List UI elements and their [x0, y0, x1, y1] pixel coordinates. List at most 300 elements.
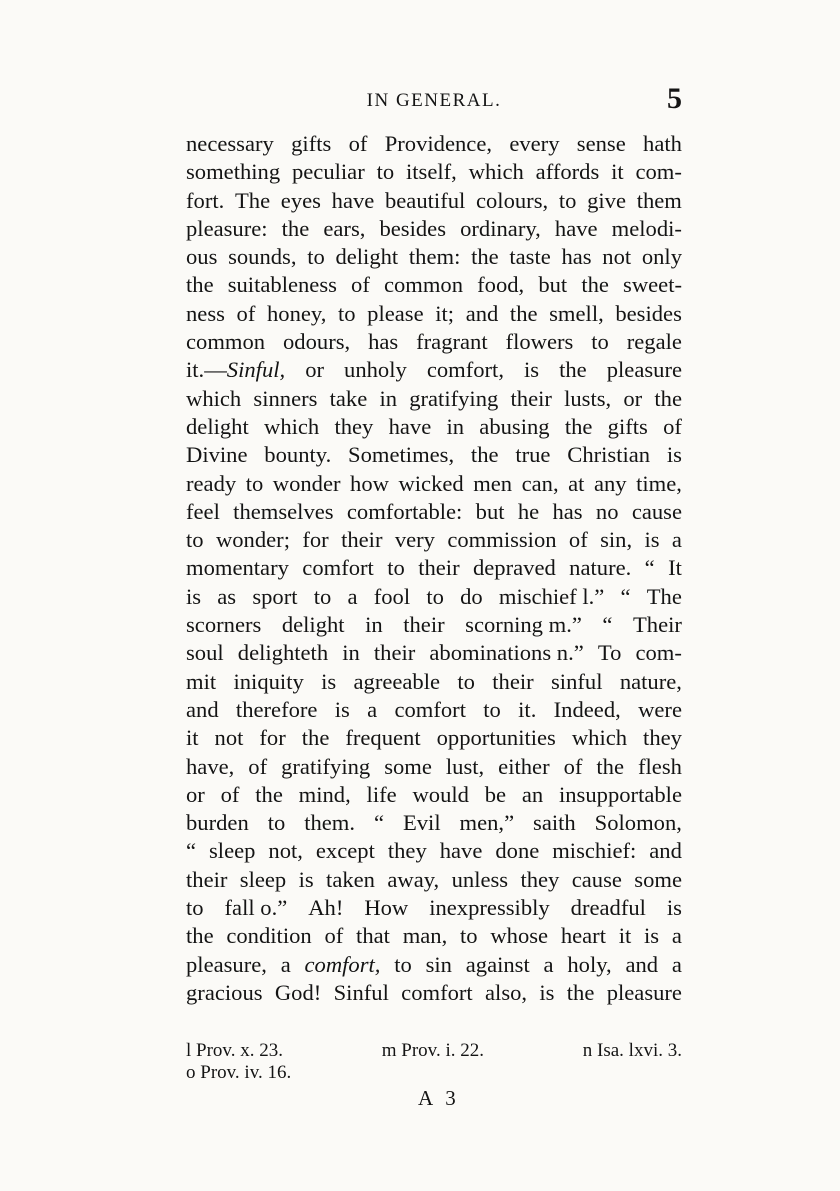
word: flowers: [505, 329, 574, 355]
page-header: [186, 82, 682, 116]
word: heart: [560, 923, 606, 949]
word: colours,: [475, 187, 549, 213]
word: Christian: [567, 442, 651, 468]
word: to: [460, 923, 478, 949]
word: of: [663, 413, 682, 439]
word: of: [348, 131, 368, 156]
word: the: [186, 923, 214, 949]
text-line: [186, 328, 682, 356]
text-line: [186, 668, 682, 696]
word: in: [446, 413, 465, 439]
word: which: [468, 159, 524, 185]
word: abusing: [479, 413, 550, 439]
footnotes: [186, 1040, 682, 1084]
text-line: [186, 922, 682, 950]
word: fort.: [186, 187, 225, 213]
word: sleep: [239, 866, 287, 892]
word: feel: [186, 498, 220, 524]
text-line: [186, 951, 682, 979]
word: against: [465, 951, 530, 977]
word: agreeable: [353, 668, 441, 694]
word: is: [666, 895, 682, 921]
word: to: [483, 696, 501, 722]
word: ous: [186, 244, 218, 270]
word: the: [564, 413, 593, 439]
word: to: [591, 329, 609, 355]
word: to: [337, 300, 356, 326]
word: time,: [636, 470, 682, 496]
footnote-l: l Prov. x. 23.: [186, 1040, 283, 1061]
word: a: [671, 923, 682, 949]
word: them: [636, 187, 682, 213]
word: of: [563, 753, 583, 779]
word: that: [356, 923, 390, 949]
word: their: [492, 668, 534, 694]
word: delight: [281, 612, 345, 638]
word: some: [634, 866, 682, 892]
word: sport: [252, 583, 298, 609]
word: sense: [576, 131, 626, 156]
word: which: [186, 385, 242, 411]
word: the: [301, 725, 330, 751]
text-line: [186, 385, 682, 413]
word: to: [558, 187, 577, 213]
word: has: [368, 329, 399, 355]
text-line: [186, 158, 682, 186]
word: is: [524, 357, 540, 383]
word: “: [373, 810, 384, 836]
word: abominations n.”: [429, 640, 584, 666]
word: It: [668, 555, 682, 581]
footnote-n: n Isa. lxvi. 3.: [582, 1040, 682, 1061]
text-line: [186, 837, 682, 865]
word: take: [329, 385, 368, 411]
word: odours,: [283, 329, 351, 355]
word: taken: [326, 866, 375, 892]
word: depraved: [472, 555, 556, 581]
word: every: [509, 131, 560, 156]
word: a: [671, 527, 682, 553]
text-line: [186, 271, 682, 299]
word: scorning m.”: [465, 612, 582, 638]
word: comfort: [401, 979, 473, 1005]
text-line: [186, 356, 682, 384]
word: scorners: [186, 612, 262, 638]
word: done: [495, 838, 540, 864]
text-line: [186, 639, 682, 667]
word: to: [245, 470, 264, 496]
word: food,: [477, 272, 525, 298]
word: as: [217, 583, 237, 609]
word: have: [554, 215, 598, 241]
word: or: [186, 781, 205, 807]
word: sin: [425, 951, 452, 977]
word: either: [498, 753, 550, 779]
word: com-: [635, 640, 682, 666]
word: saith: [533, 810, 576, 836]
word: beautiful: [384, 187, 466, 213]
word: delighteth: [237, 640, 329, 666]
running-head: IN GENERAL.: [366, 90, 502, 111]
word: frequent: [345, 725, 421, 751]
word: to: [376, 159, 395, 185]
text-line: [186, 300, 682, 328]
word: give: [587, 187, 627, 213]
word: Providence,: [384, 131, 493, 156]
word: no: [595, 498, 619, 524]
text-line: [186, 781, 682, 809]
word: the: [559, 357, 587, 383]
word: is: [186, 583, 202, 609]
word: gratifying: [409, 385, 499, 411]
word: Solomon,: [594, 810, 682, 836]
word: their: [418, 555, 460, 581]
word: to: [186, 895, 204, 921]
word: sleep: [209, 838, 256, 864]
word: at: [568, 470, 585, 496]
word: Indeed,: [553, 696, 621, 722]
word: wonder;: [215, 527, 290, 553]
word: sin,: [600, 527, 633, 553]
word: mit: [186, 668, 217, 694]
word: besides: [379, 215, 446, 241]
word: affords: [535, 159, 600, 185]
text-line: [186, 979, 682, 1007]
word: mischief l.”: [498, 583, 605, 609]
word: and: [186, 696, 219, 722]
word: it: [618, 923, 632, 949]
text-line: [186, 894, 682, 922]
text-line: [186, 413, 682, 441]
footnote-m: m Prov. i. 22.: [381, 1040, 484, 1061]
text-line: [186, 611, 682, 639]
word: a: [671, 951, 682, 977]
body-text: [186, 130, 682, 1007]
word: “: [644, 555, 655, 581]
word: the: [566, 979, 595, 1005]
word: they: [334, 413, 374, 439]
word: ready: [186, 470, 237, 496]
word: men: [473, 470, 513, 496]
word: their: [341, 527, 383, 553]
word: unholy: [344, 357, 407, 383]
word: hath: [643, 131, 682, 156]
word: lust,: [445, 753, 485, 779]
word: eyes: [280, 187, 321, 213]
word: can,: [521, 470, 559, 496]
word: momentary: [186, 555, 289, 581]
text-line: [186, 724, 682, 752]
word: melodi-: [611, 215, 682, 241]
word: away,: [387, 866, 440, 892]
word: dreadful: [570, 895, 646, 921]
word: mischief:: [552, 838, 637, 864]
word: pleasure: [606, 979, 682, 1005]
word: nature,: [619, 668, 682, 694]
page-number: 5: [667, 82, 682, 115]
word: to: [457, 668, 475, 694]
word: it;: [435, 300, 455, 326]
word: would: [412, 781, 469, 807]
text-line: [186, 243, 682, 271]
word: which: [264, 413, 320, 439]
word: ears,: [323, 215, 366, 241]
word: an: [521, 781, 544, 807]
word: regale: [626, 329, 682, 355]
word: their: [403, 612, 445, 638]
word: the: [281, 215, 310, 241]
word: of: [236, 300, 256, 326]
word: life: [366, 781, 397, 807]
word: gracious: [186, 979, 263, 1005]
word: comfortable:: [346, 498, 463, 524]
word: it.—Sinful,: [186, 357, 286, 383]
word: Sinful: [333, 979, 389, 1005]
word: the: [186, 272, 214, 298]
word: honey,: [266, 300, 327, 326]
word: burden: [186, 810, 249, 836]
word: please: [367, 300, 424, 326]
word: for: [302, 527, 329, 553]
word: “: [620, 583, 631, 609]
word: peculiar: [291, 159, 365, 185]
text-line: [186, 866, 682, 894]
word: their: [373, 640, 416, 666]
word: common: [383, 272, 464, 298]
word: not,: [268, 838, 303, 864]
word: smell,: [549, 300, 604, 326]
word: of: [248, 753, 268, 779]
word: soul: [186, 640, 224, 666]
word: a: [367, 696, 378, 722]
word: lusts,: [564, 385, 612, 411]
word: comfort: [302, 555, 374, 581]
word: “: [186, 838, 197, 864]
word: fall o.”: [224, 895, 288, 921]
word: pleasure: [606, 357, 682, 383]
word: which: [571, 725, 628, 751]
word: is: [644, 923, 660, 949]
word: The: [234, 187, 271, 213]
word: the: [581, 272, 609, 298]
word: to: [307, 244, 325, 270]
word: a: [347, 583, 358, 609]
word: have: [439, 838, 483, 864]
word: necessary: [186, 131, 274, 156]
word: the: [255, 781, 283, 807]
text-line: [186, 130, 682, 158]
signature-mark: A 3: [418, 1086, 460, 1110]
word: cause: [571, 866, 622, 892]
word: and: [465, 300, 499, 326]
word: sweet-: [623, 272, 682, 298]
word: is: [321, 668, 337, 694]
word: pleasure:: [186, 215, 268, 241]
word: how: [350, 470, 389, 496]
word: flesh: [638, 753, 682, 779]
word: very: [394, 527, 435, 553]
word: in: [379, 385, 398, 411]
word: do: [460, 583, 483, 609]
word: insupportable: [558, 781, 682, 807]
word: Sometimes,: [348, 442, 455, 468]
text-line: [186, 554, 682, 582]
word: to: [186, 527, 204, 553]
word: pleasure,: [186, 951, 267, 977]
word: itself,: [405, 159, 457, 185]
word: except: [315, 838, 375, 864]
word: some: [384, 753, 432, 779]
word: to: [313, 583, 332, 609]
word: but: [475, 498, 505, 524]
word: any: [593, 470, 627, 496]
word: is: [298, 866, 314, 892]
word: a: [280, 951, 291, 977]
word: unless: [451, 866, 509, 892]
word: sinful: [551, 668, 603, 694]
word: it: [186, 725, 199, 751]
word: is: [334, 696, 350, 722]
word: common: [186, 329, 266, 355]
word: men,”: [459, 810, 515, 836]
word: Divine: [186, 442, 248, 468]
word: themselves: [233, 498, 334, 524]
word: has: [561, 244, 592, 270]
word: be: [484, 781, 507, 807]
word: comfort: [394, 696, 466, 722]
word: of: [324, 923, 344, 949]
word: have: [388, 413, 432, 439]
word: commission: [447, 527, 557, 553]
word: Ah!: [308, 895, 344, 921]
word: something: [186, 159, 281, 185]
word: he: [517, 498, 540, 524]
word: sounds,: [228, 244, 297, 270]
word: it: [611, 159, 624, 185]
text-line: [186, 526, 682, 554]
word: fragrant: [416, 329, 488, 355]
word: Their: [632, 612, 682, 638]
word: were: [638, 696, 682, 722]
word: God!: [274, 979, 322, 1005]
word: whose: [490, 923, 549, 949]
word: their: [510, 385, 552, 411]
word: gifts: [291, 131, 332, 156]
word: true: [515, 442, 551, 468]
word: gratifying: [281, 753, 371, 779]
word: they: [387, 838, 427, 864]
word: not: [214, 725, 244, 751]
word: opportunities: [436, 725, 556, 751]
word: The: [646, 583, 682, 609]
word: inexpressibly: [429, 895, 550, 921]
word: the: [471, 244, 499, 270]
word: the: [596, 753, 625, 779]
word: besides: [615, 300, 682, 326]
word: they: [643, 725, 682, 751]
word: has: [552, 498, 583, 524]
word: “: [602, 612, 613, 638]
text-line: [186, 809, 682, 837]
word: gifts: [607, 413, 648, 439]
text-line: [186, 583, 682, 611]
text-line: [186, 753, 682, 781]
word: iniquity: [233, 668, 304, 694]
footnote-row: [186, 1040, 682, 1062]
word: and: [625, 951, 659, 977]
word: taste: [509, 244, 551, 270]
word: therefore: [235, 696, 318, 722]
word: it.: [518, 696, 537, 722]
word: not: [602, 244, 632, 270]
word: and: [649, 838, 682, 864]
word: wonder: [272, 470, 341, 496]
word: sinners: [253, 385, 318, 411]
word: mind,: [298, 781, 351, 807]
word: of: [351, 272, 370, 298]
word: comfort,: [426, 357, 504, 383]
word: ordinary,: [460, 215, 541, 241]
word: How: [364, 895, 409, 921]
text-line: [186, 696, 682, 724]
word: only: [641, 244, 682, 270]
word: comfort,: [304, 951, 381, 977]
word: the: [654, 385, 682, 411]
word: holy,: [567, 951, 612, 977]
word: cause: [631, 498, 682, 524]
word: have: [331, 187, 375, 213]
word: bounty.: [264, 442, 332, 468]
footnote-o: o Prov. iv. 16.: [186, 1062, 292, 1083]
word: to: [267, 810, 286, 836]
text-line: [186, 441, 682, 469]
word: is: [666, 442, 682, 468]
word: to: [426, 583, 444, 609]
word: or: [623, 385, 643, 411]
word: of: [568, 527, 588, 553]
text-line: [186, 498, 682, 526]
word: delight: [186, 413, 249, 439]
word: man,: [402, 923, 448, 949]
text-line: [186, 215, 682, 243]
word: To: [597, 640, 622, 666]
word: for: [259, 725, 286, 751]
word: is: [539, 979, 555, 1005]
word: delight: [335, 244, 399, 270]
word: a: [543, 951, 554, 977]
word: com-: [635, 159, 682, 185]
word: Evil: [402, 810, 441, 836]
word: to: [394, 951, 412, 977]
word: the: [509, 300, 538, 326]
word: fool: [373, 583, 411, 609]
word: to: [387, 555, 405, 581]
text-line: [186, 470, 682, 498]
word: also,: [485, 979, 528, 1005]
word: condition: [226, 923, 312, 949]
word: ness: [186, 300, 225, 326]
word: them:: [408, 244, 461, 270]
word: nature.: [569, 555, 632, 581]
word: or: [305, 357, 325, 383]
text-line: [186, 187, 682, 215]
word: but: [538, 272, 568, 298]
word: wicked: [398, 470, 464, 496]
footnote-row: [186, 1062, 682, 1084]
word: in: [365, 612, 383, 638]
word: the: [470, 442, 499, 468]
word: them.: [304, 810, 356, 836]
